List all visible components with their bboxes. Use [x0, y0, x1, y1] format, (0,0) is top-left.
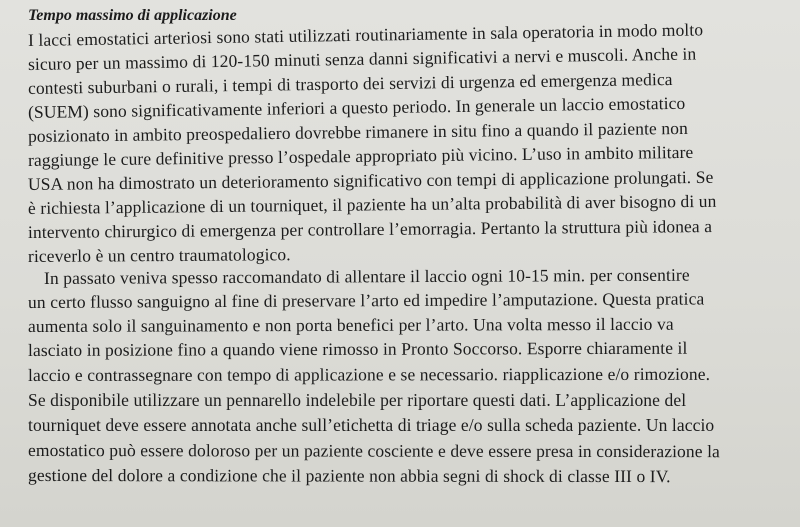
- text-line: USA non ha dimostrato un deterioramento significativo con tempi di applicazione prolungati. Se: [27, 166, 714, 194]
- text-line: riceverlo è un centro traumatologico.: [27, 244, 291, 266]
- text-line: aumenta solo il sanguinamento e non porta benefici per l’arto. Una volta messo il laccio va: [27, 313, 674, 336]
- text-line: I lacci emostatici arteriosi sono stati utilizzati routinariamente in sala operatoria in modo molto: [27, 19, 704, 50]
- text-line: contesti suburbani o rurali, i tempi di trasporto dei servizi di urgenza ed emergenza medica: [27, 69, 673, 98]
- text-line: un certo flusso sanguigno al fine di preservare l’arto ed impedire l’amputazione. Questa pratica: [27, 288, 705, 312]
- text-line: lasciato in posizione fino a quando viene rimosso in Pronto Soccorso. Esporre chiaramente il: [27, 337, 688, 360]
- text-line: posizionato in ambito preospedaliero dovrebbe rimanere in situ fino a quando il paziente non: [27, 117, 688, 146]
- text-line: sicuro per un massimo di 120-150 minuti senza danni significativi a nervi e muscoli. Anche in: [27, 43, 697, 74]
- text-line: emostatico può essere doloroso per un paziente cosciente e deve essere presa in considerazione la: [27, 440, 720, 462]
- section-title: Tempo massimo di applicazione: [28, 7, 237, 24]
- text-line: è richiesta l’applicazione di un tourniquet, il paziente ha un’alta probabilità di aver bisogno di un: [27, 190, 717, 218]
- text-line: intervento chirurgico di emergenza per controllare l’emorragia. Pertanto la struttura più idonea a: [27, 216, 713, 242]
- text-line: tourniquet deve essere annotata anche sull’etichetta di triage e/o sulla scheda paziente. Un laccio: [28, 415, 715, 435]
- text-line: laccio e contrassegnare con tempo di applicazione e se necessario. riapplicazione e/o rimozione.: [27, 363, 711, 385]
- text-line: raggiunge le cure definitive presso l’ospedale appropriato più vicino. L’uso in ambito militare: [27, 141, 694, 170]
- text-line: gestione del dolore a condizione che il paziente non abbia segni di shock di classe III o IV.: [27, 465, 671, 487]
- text-line: Se disponibile utilizzare un pennarello indelebile per riportare questi dati. L’applicazione del: [28, 390, 687, 410]
- text-line: (SUEM) sono significativamente inferiori a questo periodo. In generale un laccio emostatico: [27, 92, 686, 122]
- text-line: In passato veniva spesso raccomandato di allentare il laccio ogni 10-15 min. per consentire: [43, 264, 690, 288]
